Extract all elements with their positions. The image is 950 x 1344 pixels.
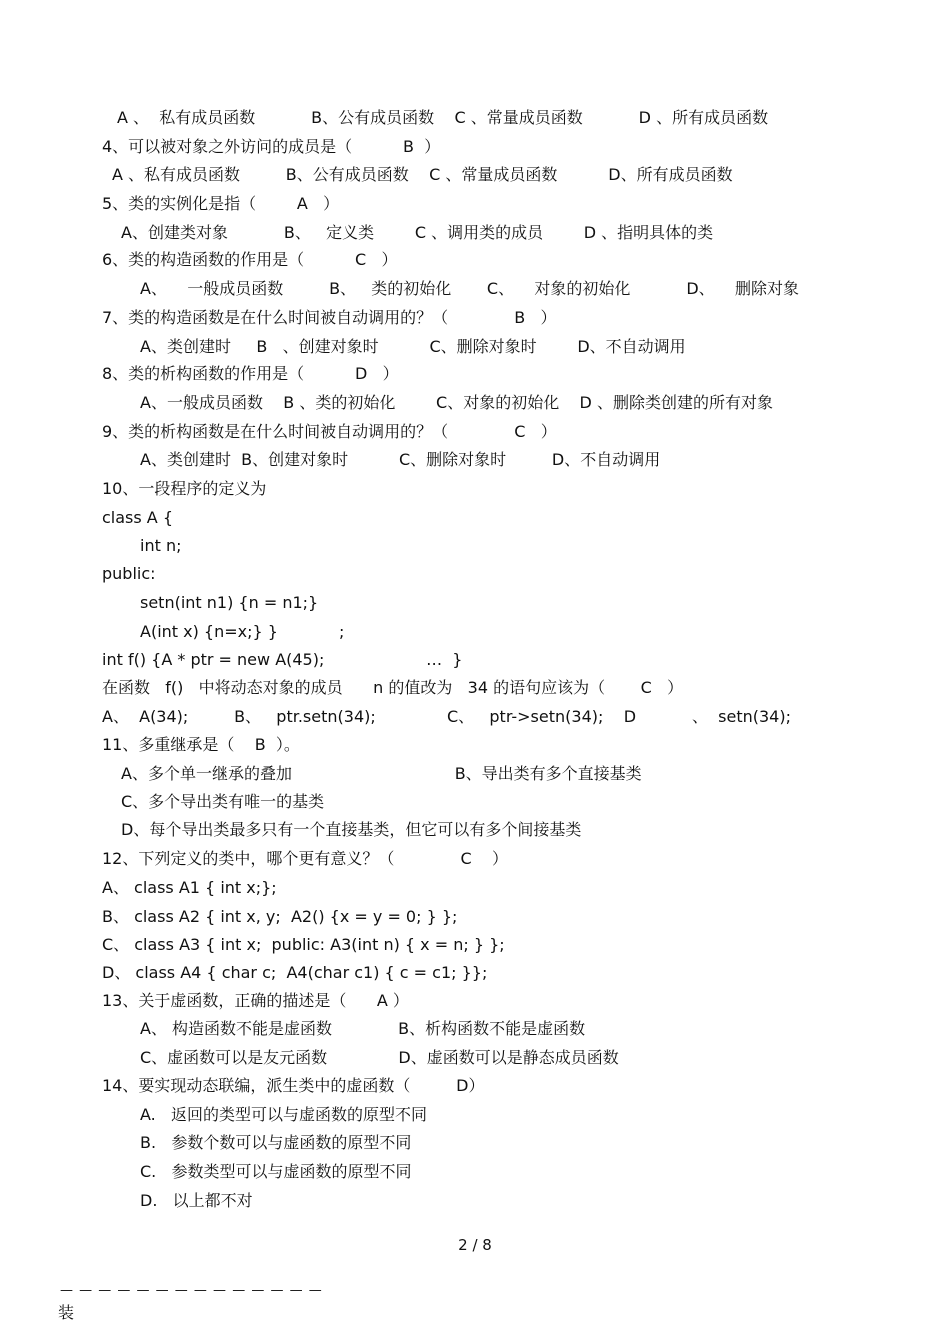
line-q5-options: A、创建类对象 B、 定义类 C 、调用类的成员 D 、指明具体的类 bbox=[121, 223, 714, 242]
line-q14-option-a: A. 返回的类型可以与虚函数的原型不同 bbox=[140, 1105, 428, 1124]
line-q13-option-ab: A、 构造函数不能是虚函数 B、析构函数不能是虚函数 bbox=[140, 1019, 586, 1038]
line-q7-question: 7、类的构造函数是在什么时间被自动调用的？（ B ） bbox=[102, 308, 557, 327]
line-q10-question: 10、一段程序的定义为 bbox=[102, 479, 267, 498]
line-q12-option-a: A、 class A1 { int x;}; bbox=[102, 878, 277, 897]
code-line: A(int x) {n=x;} } ; bbox=[140, 622, 345, 641]
binding-dashes: — — — — — — — — — — — — — — bbox=[60, 1283, 323, 1298]
page-number: 2 / 8 bbox=[458, 1236, 492, 1254]
line-q11-option-d: D、每个导出类最多只有一个直接基类，但它可以有多个间接基类 bbox=[121, 820, 582, 839]
code-line: setn(int n1) {n = n1;} bbox=[140, 593, 319, 612]
line-q9-question: 9、类的析构函数是在什么时间被自动调用的？（ C ） bbox=[102, 422, 557, 441]
line-q5-question: 5、类的实例化是指（ A ） bbox=[102, 194, 340, 213]
code-line: int f() {A * ptr = new A(45); … } bbox=[102, 650, 463, 669]
line-q14-option-c: C. 参数类型可以与虚函数的原型不同 bbox=[140, 1162, 412, 1181]
line-q7-options: A、类创建时 B 、创建对象时 C、删除对象时 D、不自动调用 bbox=[140, 337, 686, 356]
line-q11-option-ab: A、多个单一继承的叠加 B、导出类有多个直接基类 bbox=[121, 764, 642, 783]
line-q8-question: 8、类的析构函数的作用是（ D ） bbox=[102, 364, 399, 383]
line-q14-option-b: B. 参数个数可以与虚函数的原型不同 bbox=[140, 1133, 412, 1152]
line-q4-question: 4、可以被对象之外访问的成员是（ B ） bbox=[102, 137, 441, 156]
line-q10-options: A、 A(34); B、 ptr.setn(34); C、 ptr->setn(34); D 、 setn(34); bbox=[102, 707, 791, 726]
line-q6-question: 6、类的构造函数的作用是（ C ） bbox=[102, 250, 398, 269]
line-q10-prompt: 在函数 f() 中将动态对象的成员 n 的值改为 34 的语句应该为（ C ） bbox=[102, 678, 684, 697]
binding-mark: 装 bbox=[58, 1303, 75, 1322]
line-q12-question: 12、下列定义的类中，哪个更有意义？（ C ） bbox=[102, 849, 508, 868]
line-q9-options: A、类创建时 B、创建对象时 C、删除对象时 D、不自动调用 bbox=[140, 450, 661, 469]
code-line: int n; bbox=[140, 536, 182, 555]
line-q12-option-b: B、 class A2 { int x, y; A2() {x = y = 0; } }; bbox=[102, 907, 458, 926]
line-q8-options: A、一般成员函数 B 、类的初始化 C、对象的初始化 D 、删除类创建的所有对象 bbox=[140, 393, 773, 412]
line-q12-option-d: D、 class A4 { char c; A4(char c1) { c = c1; }}; bbox=[102, 963, 488, 982]
code-line: class A { bbox=[102, 508, 174, 527]
line-q6-options: A、 一般成员函数 B、 类的初始化 C、 对象的初始化 D、 删除对象 bbox=[140, 279, 800, 298]
line-q4-options: A 、私有成员函数 B、公有成员函数 C 、常量成员函数 D、所有成员函数 bbox=[112, 165, 733, 184]
line-q14-question: 14、要实现动态联编，派生类中的虚函数（ D） bbox=[102, 1076, 485, 1095]
line-q13-question: 13、关于虚函数，正确的描述是（ A ） bbox=[102, 991, 409, 1010]
line-q13-option-cd: C、虚函数可以是友元函数 D、虚函数可以是静态成员函数 bbox=[140, 1048, 619, 1067]
line-q12-option-c: C、 class A3 { int x; public: A3(int n) { x = n; } }; bbox=[102, 935, 505, 954]
code-line: public: bbox=[102, 564, 156, 583]
line-q14-option-d: D. 以上都不对 bbox=[140, 1191, 253, 1210]
line-q11-option-c: C、多个导出类有唯一的基类 bbox=[121, 792, 325, 811]
line-q3-options: A 、 私有成员函数 B、公有成员函数 C 、常量成员函数 D 、所有成员函数 bbox=[117, 108, 769, 127]
line-q11-question: 11、多重继承是（ B ）。 bbox=[102, 735, 300, 754]
